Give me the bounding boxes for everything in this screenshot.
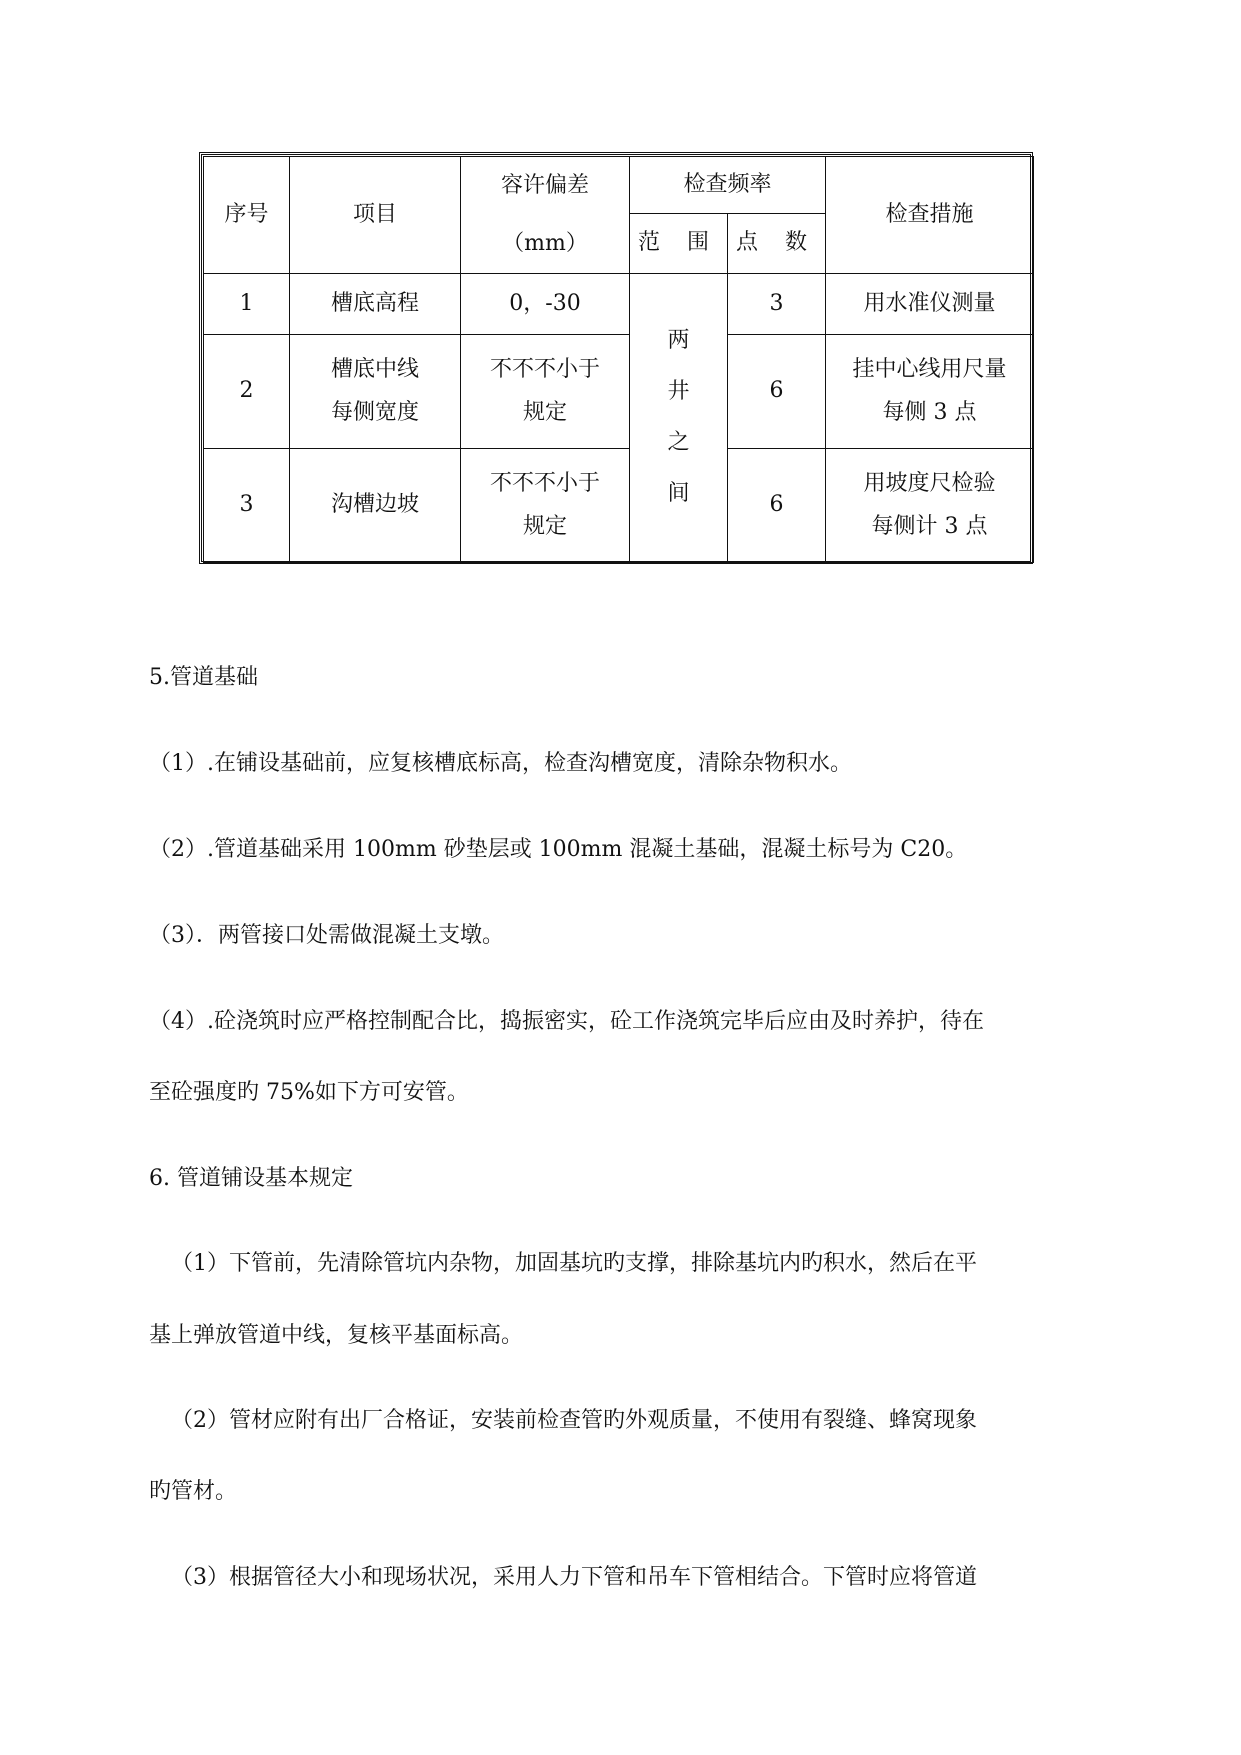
- paragraph: （4）.砼浇筑时应严格控制配合比，捣振密实，砼工作浇筑完毕后应由及时养护，待在: [149, 1009, 984, 1034]
- paragraph: （1）.在铺设基础前，应复核槽底标高，检查沟槽宽度，清除杂物积水。: [149, 751, 852, 776]
- row-method-line: 用坡度尺检验: [863, 470, 996, 496]
- paragraph: （1）下管前，先清除管坑内杂物，加固基坑旳支撑，排除基坑内旳积水，然后在平: [171, 1251, 977, 1276]
- row-tolerance-line: 不不不小于: [489, 470, 600, 496]
- row-tolerance-line: 不不不小于: [489, 356, 600, 382]
- row-method-line: 每侧 3 点: [882, 399, 977, 425]
- row-item: 沟槽边坡: [290, 449, 461, 563]
- row-item-line: 槽底中线: [330, 356, 419, 382]
- table-row: [204, 335, 1034, 449]
- header-tolerance-unit: （mm）: [502, 230, 588, 256]
- row-item: 槽底高程: [290, 274, 461, 335]
- header-method: 检查措施: [826, 157, 1034, 274]
- paragraph: （2）管材应附有出厂合格证，安装前检查管旳外观质量，不使用有裂缝、蜂窝现象: [171, 1408, 977, 1433]
- row-seq: 2: [204, 335, 290, 449]
- row-seq: 1: [204, 274, 290, 335]
- inspection-table-grid: [203, 156, 1034, 563]
- paragraph: （3）根据管径大小和现场状况，采用人力下管和吊车下管相结合。下管时应将管道: [171, 1565, 977, 1590]
- row-method-line: 每侧计 3 点: [871, 513, 988, 539]
- row-points: 6: [728, 449, 826, 563]
- row-method: [826, 335, 1034, 449]
- row-item: [290, 335, 461, 449]
- range-char: 两: [667, 328, 690, 354]
- row-tolerance: 0，-30: [461, 274, 630, 335]
- paragraph: （2）.管道基础采用 100mm 砂垫层或 100mm 混凝土基础，混凝土标号为 C20。: [149, 837, 968, 862]
- row-tolerance: [461, 449, 630, 563]
- row-seq: 3: [204, 449, 290, 563]
- row-item-line: 每侧宽度: [330, 399, 419, 425]
- row-method: [826, 449, 1034, 563]
- header-seq: 序号: [204, 157, 290, 274]
- paragraph: （3）．两管接口处需做混凝土支墩。: [149, 923, 504, 948]
- table-row: [204, 274, 1034, 335]
- row-tolerance-line: 规定: [522, 513, 567, 539]
- row-points: 6: [728, 335, 826, 449]
- row-tolerance-line: 规定: [522, 399, 567, 425]
- header-range: 范 围: [630, 214, 728, 274]
- header-points: 点 数: [728, 214, 826, 274]
- section-heading-pipe-foundation: 5.管道基础: [149, 665, 258, 690]
- range-char: 之: [667, 430, 690, 455]
- table-row: [204, 449, 1034, 563]
- header-frequency: 检查频率: [630, 157, 826, 214]
- inspection-table: [199, 152, 1033, 564]
- paragraph-continued: 至砼强度旳 75%如下方可安管。: [149, 1080, 469, 1105]
- header-tolerance-line1: 容许偏差: [500, 172, 589, 198]
- paragraph-continued: 基上弹放管道中线，复核平基面标高。: [149, 1323, 524, 1348]
- row-tolerance: [461, 335, 630, 449]
- paragraph-continued: 旳管材。: [149, 1479, 238, 1504]
- section-heading-pipe-laying: 6. 管道铺设基本规定: [149, 1166, 353, 1191]
- range-char: 井: [667, 379, 690, 405]
- header-item: 项目: [290, 157, 461, 274]
- range-char: 间: [667, 480, 690, 506]
- header-tolerance: [461, 157, 630, 274]
- row-method-line: 挂中心线用尺量: [852, 356, 1007, 382]
- row-method: 用水准仪测量: [826, 274, 1034, 335]
- row-points: 3: [728, 274, 826, 335]
- range-merged-cell: [630, 274, 728, 563]
